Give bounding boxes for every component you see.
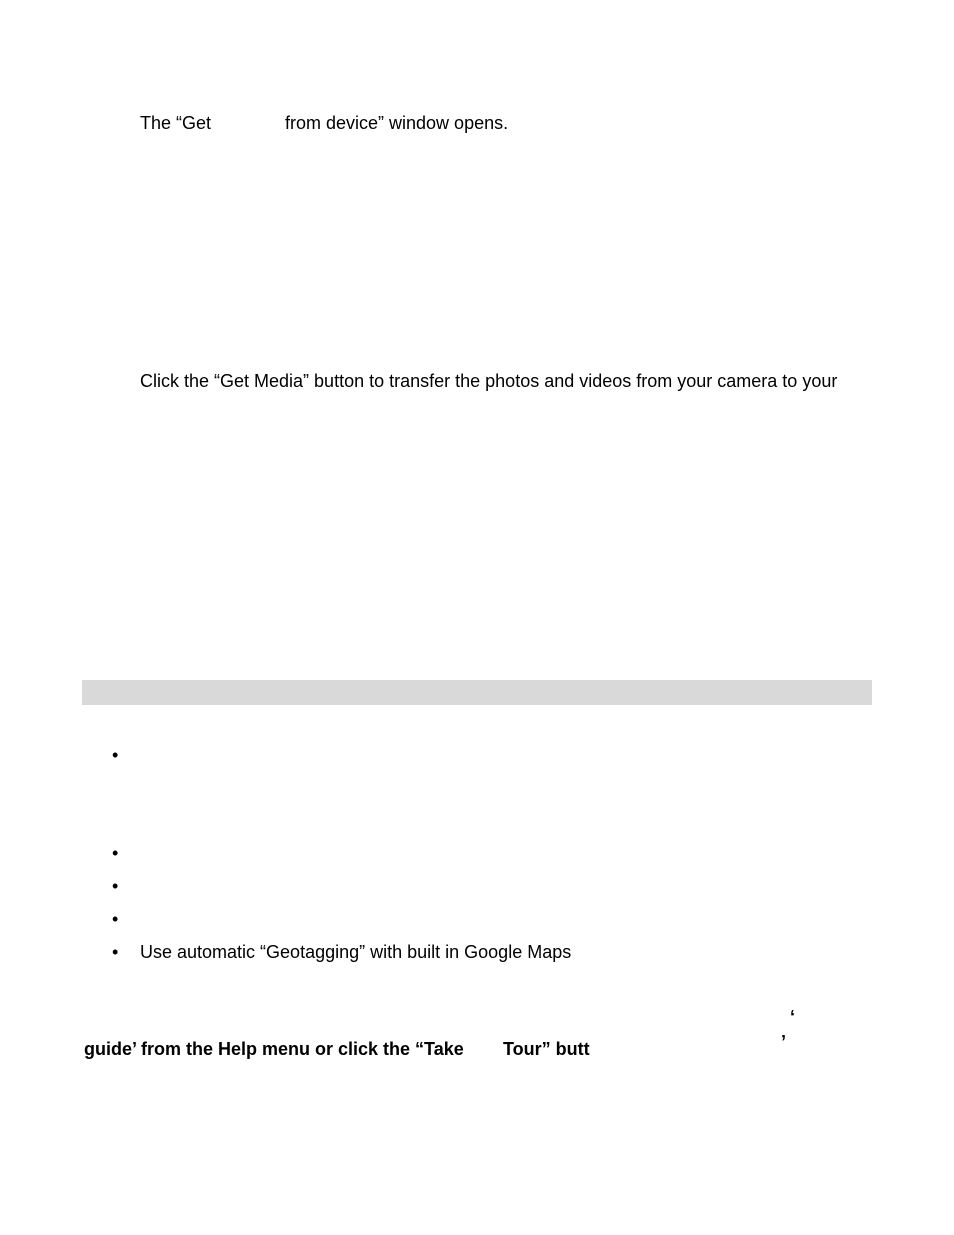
note-help-menu-text: guide’ from the Help menu or click the “Take bbox=[84, 1039, 464, 1059]
bullet-marker: • bbox=[112, 843, 119, 863]
step-text-window-opens: from device” window opens. bbox=[285, 113, 509, 133]
section-header-bar bbox=[82, 680, 872, 705]
step-text-get-prefix: The “Get bbox=[140, 113, 212, 133]
note-open-quote: ‘ bbox=[790, 1007, 796, 1027]
bullet-marker: • bbox=[112, 876, 119, 896]
note-tour-button-text: Tour” butt bbox=[503, 1039, 590, 1059]
note-close-quote: ’ bbox=[781, 1032, 787, 1052]
bullet-text-geotagging: Use automatic “Geotagging” with built in Google Maps bbox=[140, 942, 572, 962]
bullet-marker: • bbox=[112, 909, 119, 929]
bullet-marker: • bbox=[112, 745, 119, 765]
bullet-marker: • bbox=[112, 942, 119, 962]
step-text-get-media: Click the “Get Media” button to transfer the photos and videos from your camera to your bbox=[140, 371, 838, 391]
